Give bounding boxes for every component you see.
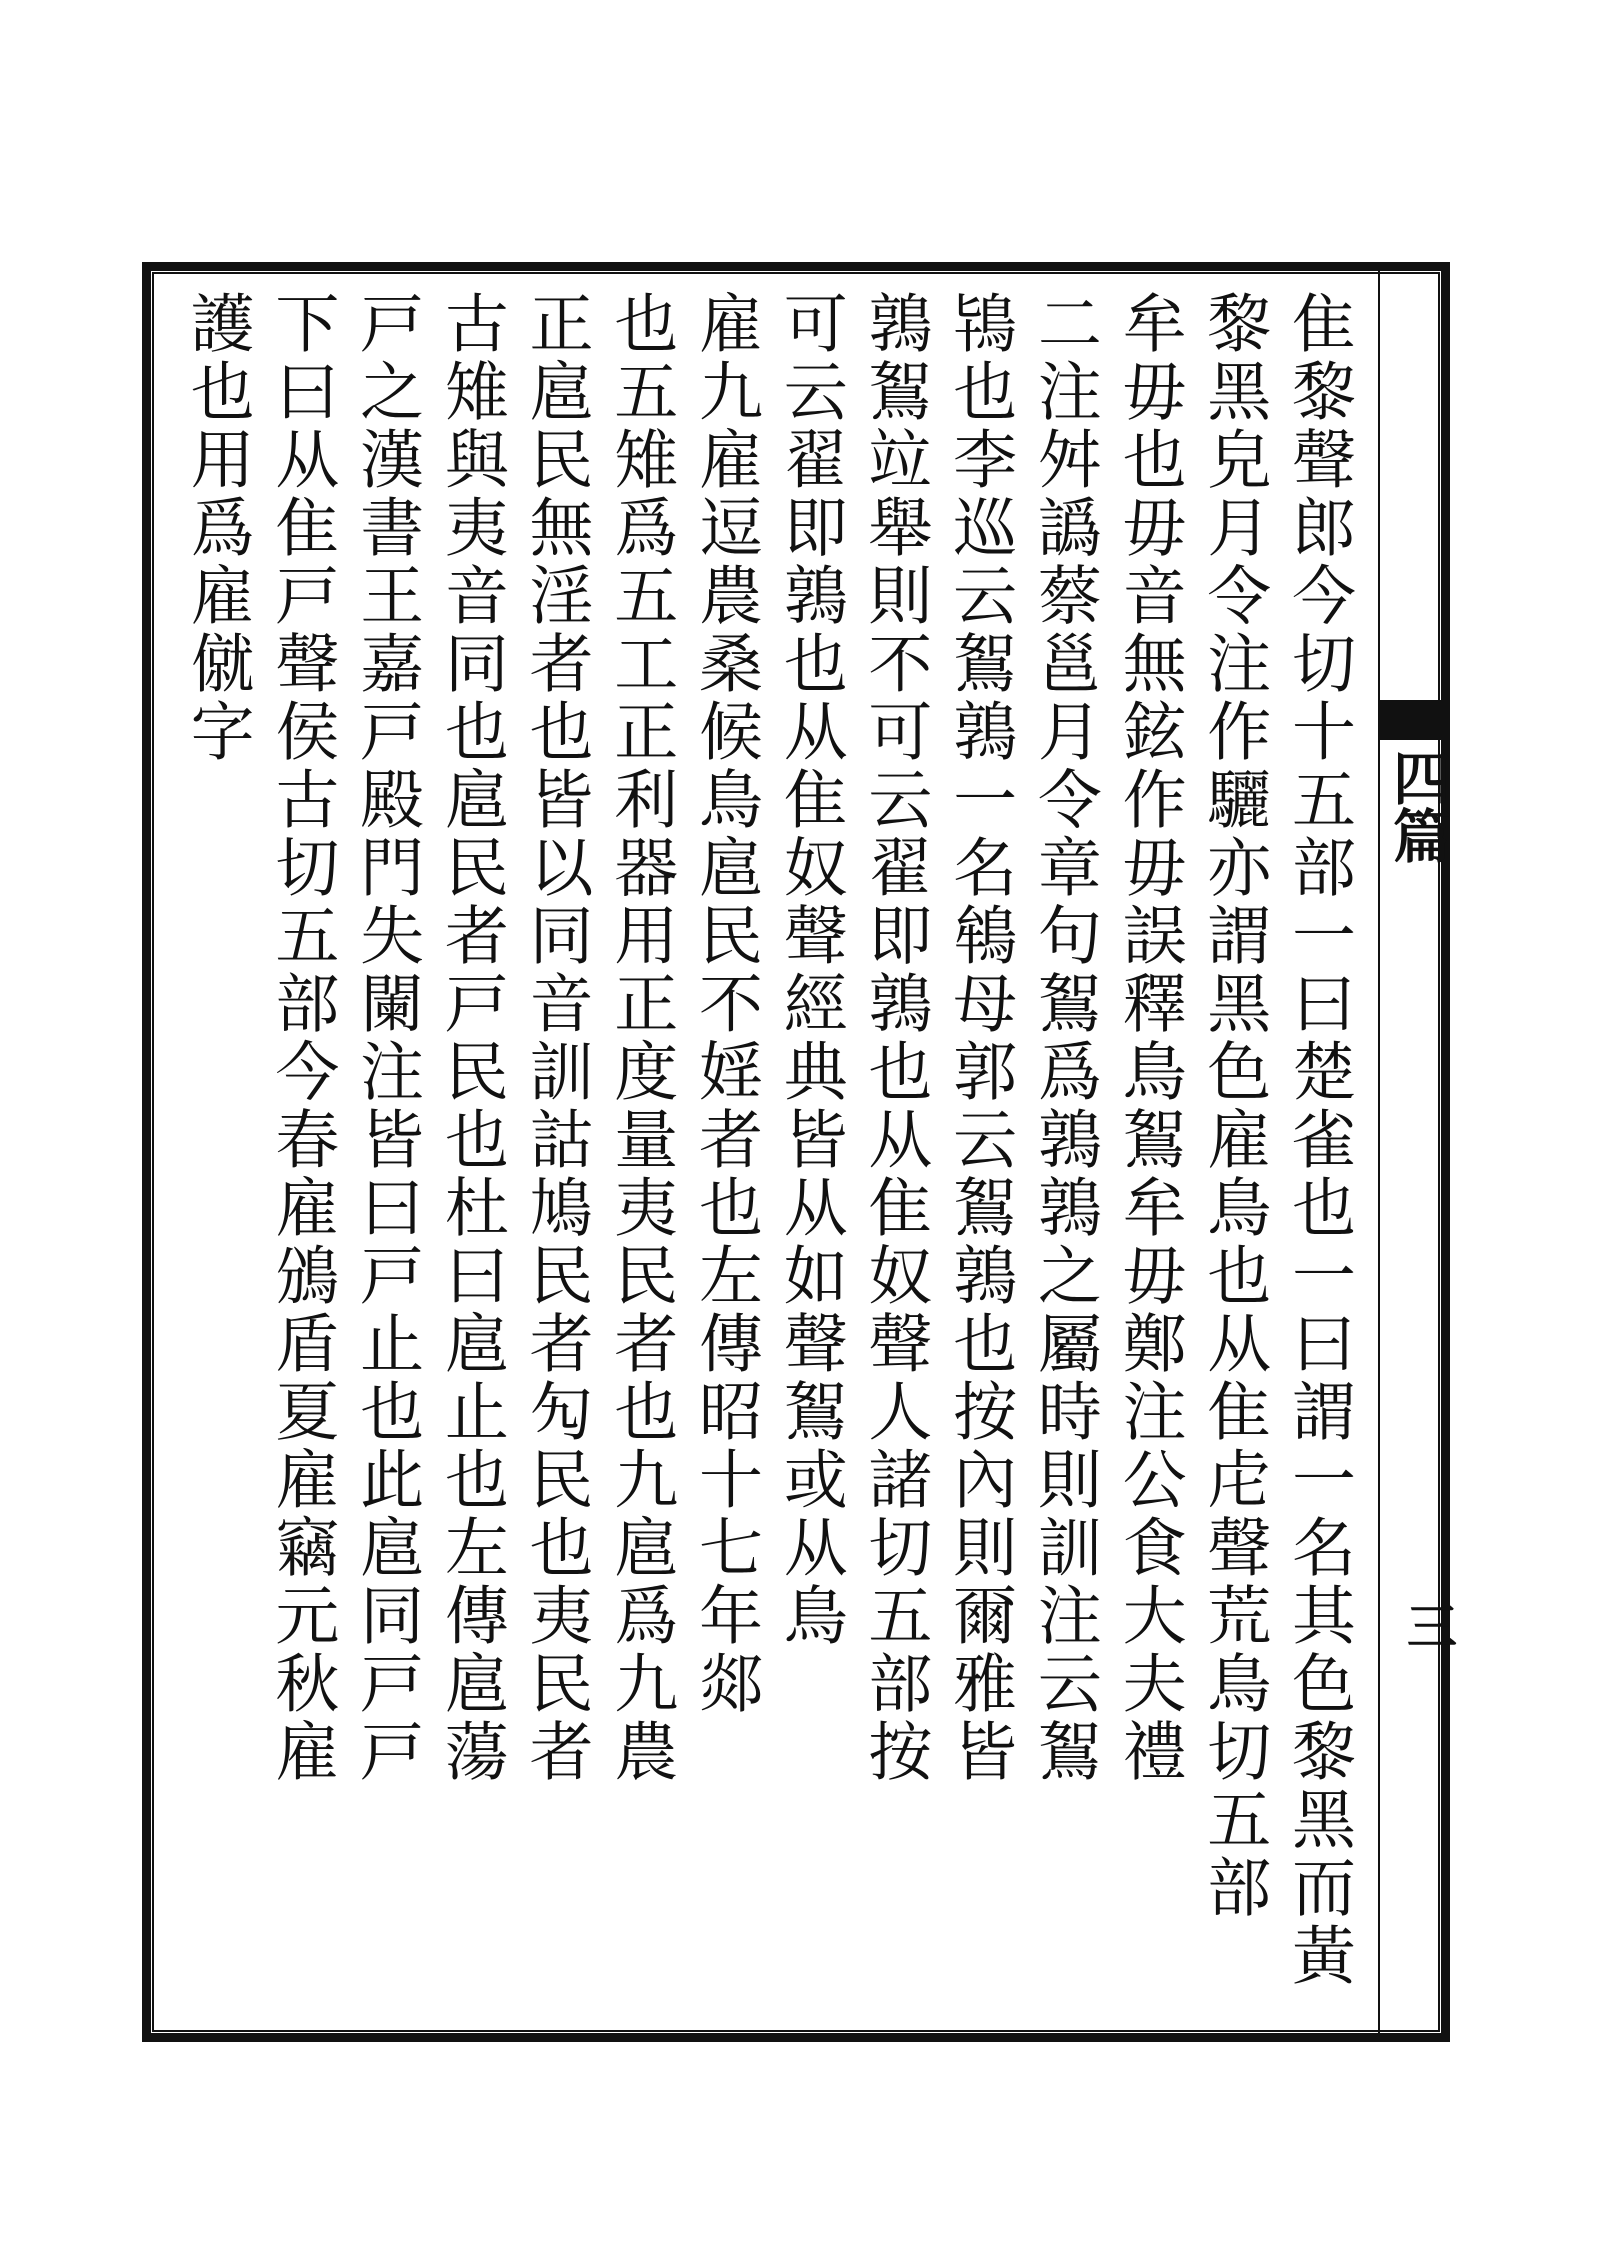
text-column: 下曰从隹戸聲侯古切五部今春雇鳻盾夏雇竊元秋雇 bbox=[264, 290, 339, 1786]
volume-label: 四篇 bbox=[1383, 748, 1451, 864]
text-column: 戸之漢書王嘉戸殿門失闌注皆曰戸止也此扈同戸戸 bbox=[349, 290, 424, 1786]
text-column: 黎黑皃月令注作驪亦謂黑色雇鳥也从隹虍聲荒鳥切五部 bbox=[1196, 290, 1271, 1922]
text-column: 鴇也李巡云鴽鶉一名鴾母郭云鴽鶉也按內則爾雅皆 bbox=[942, 290, 1017, 1786]
margin-divider bbox=[1378, 270, 1380, 2034]
text-column: 隹黎聲郎今切十五部一曰楚雀也一曰謂一名其色黎黑而黃 bbox=[1281, 290, 1355, 1990]
page-number: 三 bbox=[1399, 1600, 1458, 1650]
text-column: 也五雉爲五工正利器用正度量夷民者也九扈爲九農 bbox=[603, 290, 678, 1786]
text-column: 正扈民無淫者也皆以同音訓詁鳩民者勼民也夷民者 bbox=[518, 290, 593, 1786]
text-column: 可云翟即鶉也从隹奴聲經典皆从如聲鴽或从鳥 bbox=[772, 290, 847, 1650]
text-column: 雇九雇逗農桑候鳥扈民不婬者也左傳昭十七年郯 bbox=[687, 290, 762, 1718]
margin-fishtail-mark bbox=[1380, 700, 1444, 740]
text-column: 鶉鴽竝舉則不可云翟即鶉也从隹奴聲人諸切五部按 bbox=[857, 290, 932, 1786]
text-column: 二注舛譌蔡邕月令章句鴽爲鶉鶉之屬時則訓注云鴽 bbox=[1026, 290, 1101, 1786]
text-column: 古雉與夷音同也扈民者戸民也杜曰扈止也左傳扈蕩 bbox=[433, 290, 508, 1786]
text-body bbox=[176, 290, 1362, 2016]
text-column: 牟毋也毋音無鉉作毋誤釋鳥鴽牟毋鄭注公食大夫禮 bbox=[1111, 290, 1186, 1786]
text-column: 護也用爲雇僦字 bbox=[179, 290, 254, 766]
